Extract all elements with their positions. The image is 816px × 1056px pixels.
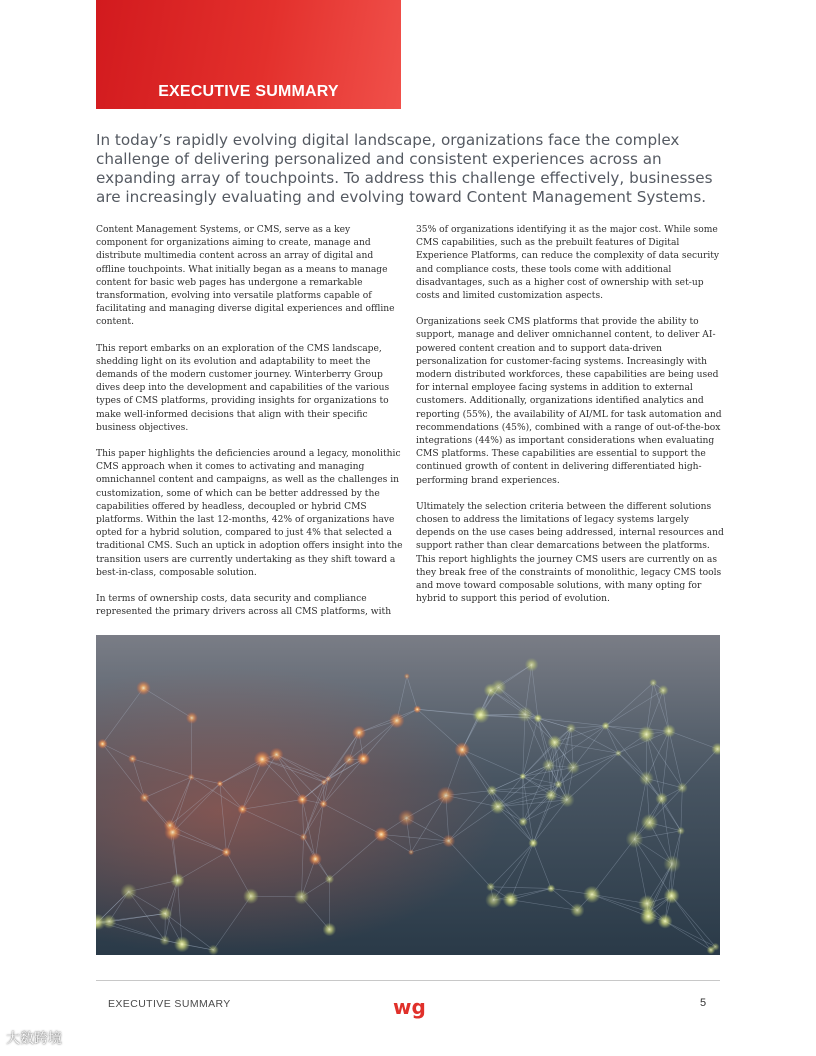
network-node — [554, 780, 562, 788]
body-paragraph: This report embarks on an exploration of the CMS landscape, shedding light on its evolution and adaptability to meet the demands of the modern customer journey. Winterberry Group dives deep into the development and capabilities of the various types of CMS platforms, providing insights for organizations to make well-informed decisions that align with their specific business objectives. — [96, 343, 390, 433]
network-node — [486, 882, 495, 891]
body-paragraph: In terms of ownership costs, data security and compliance represented the primary drivers across all CMS platforms, with — [96, 594, 392, 618]
network-node — [490, 799, 505, 814]
network-node — [442, 834, 455, 847]
body-column-right — [416, 224, 724, 619]
banner-title: EXECUTIVE SUMMARY — [158, 83, 339, 100]
network-node — [208, 945, 219, 955]
body-paragraph: Ultimately the selection criteria between the different solutions chosen to address the limitations of legacy systems largely depends on the use cases being addressed, internal resources and support rather than clear demarcations between the platforms. This report highlights the journey CMS users are currently on as they break free of the constraints of monolithic, legacy CMS tools and move toward composable solutions, with many opting for hybrid to support this period of evolution. — [416, 501, 724, 605]
network-node — [398, 809, 415, 826]
network-node — [547, 735, 561, 749]
network-node — [389, 713, 405, 729]
network-node — [663, 855, 681, 873]
wg-logo — [392, 995, 426, 1025]
network-node — [164, 819, 176, 831]
network-node — [128, 754, 137, 763]
network-node — [601, 722, 609, 730]
page-number: 5 — [700, 997, 707, 1009]
network-node — [294, 889, 309, 904]
body-column-left — [96, 224, 404, 632]
network-node — [243, 888, 259, 904]
network-node — [528, 838, 538, 848]
network-node — [525, 658, 539, 672]
body-paragraph: This paper highlights the deficiencies around a legacy, monolithic CMS approach when it comes to activating and managing omnichannel content and campaigns, as well as the challenges in customization, some of which can be better addressed by the capabilities offered by headless, decoupled or hybrid CMS platforms. Within the last 12-months, 42% of organizations have opted for a hybrid solution, compared to just 4% that selected a traditional CMS. Such an uptick in adoption offers insight into the transition users are currently undertaking as they shift toward a best-in-class, composable solution. — [96, 449, 403, 578]
network-node — [188, 774, 195, 781]
network-node — [639, 771, 654, 786]
network-node — [374, 827, 389, 842]
network-node — [254, 751, 271, 768]
network-node — [319, 800, 328, 809]
watermark-text: 大数跨境 — [6, 1031, 62, 1047]
network-hero-image — [96, 635, 720, 955]
network-node — [323, 923, 337, 937]
network-node — [486, 785, 497, 796]
network-node — [491, 679, 507, 695]
network-node — [485, 892, 501, 908]
network-node — [566, 723, 576, 733]
network-node — [542, 759, 555, 772]
network-node — [649, 679, 657, 687]
network-illustration — [96, 635, 720, 955]
network-node — [615, 750, 622, 757]
network-node — [102, 915, 116, 929]
network-node — [120, 883, 137, 900]
section-banner — [96, 0, 401, 109]
body-paragraph: Content Management Systems, or CMS, serve as a key component for organizations aiming to create, manage and distribute multimedia content across an array of digital and offline touchpoints. What initially began as a means to manage content for basic web pages has undergone a remarkable transformation, evolving into versatile platforms capable of facilitating and managing diverse digital experiences and offline content. — [96, 225, 395, 328]
network-node — [545, 789, 558, 802]
network-node — [518, 817, 528, 827]
network-node — [664, 888, 680, 904]
network-node — [626, 830, 644, 848]
network-node — [455, 742, 470, 757]
network-node — [237, 804, 247, 814]
lead-paragraph: In today’s rapidly evolving digital landscape, organizations face the complex challenge of delivering personalized and consistent experiences across an expanding array of touchpoints. To address this challenge effectively, businesses are increasingly evaluating and evolving toward Content Management Systems. — [96, 131, 713, 206]
network-node — [677, 782, 688, 793]
network-node — [437, 786, 455, 804]
footer-divider — [96, 980, 720, 981]
network-node — [413, 705, 421, 713]
network-node — [655, 792, 668, 805]
network-node — [217, 780, 224, 787]
network-node — [472, 706, 489, 723]
network-node — [325, 874, 334, 883]
network-node — [97, 739, 107, 749]
network-node — [534, 714, 543, 723]
network-node — [357, 752, 370, 765]
network-node — [662, 724, 675, 737]
network-node — [503, 892, 519, 908]
network-node — [567, 761, 581, 775]
network-node — [270, 748, 284, 762]
network-node — [641, 814, 658, 831]
network-node — [352, 725, 366, 739]
network-node — [309, 852, 322, 865]
network-node — [158, 907, 172, 921]
network-node — [560, 792, 575, 807]
network-node — [174, 936, 190, 952]
network-node — [658, 685, 669, 696]
network-node — [404, 673, 410, 679]
network-node — [638, 726, 655, 743]
network-node — [186, 712, 198, 724]
network-node — [707, 946, 716, 955]
network-node — [547, 884, 555, 892]
network-node — [638, 895, 655, 912]
network-node — [519, 773, 526, 780]
svg-text:wg: wg — [393, 995, 426, 1019]
network-node — [136, 681, 151, 696]
network-node — [300, 833, 308, 841]
network-node — [159, 935, 170, 946]
network-node — [139, 793, 149, 803]
network-node — [517, 707, 533, 723]
network-node — [570, 903, 584, 917]
body-paragraph: Organizations seek CMS platforms that provide the ability to support, manage and deliver omnichannel content, to deliver AI-powered content creation and to support data-driven personalization for customer-facing systems. Increasingly with modern distributed workforces, these capabilities are being used for internal employee facing systems in addition to external customers. Additionally, organizations identified analytics and reporting (55%), the availability of AI/ML for task automation and recommendations (45%), combined with a range of out-of-the-box integrations (44%) as important considerations when evaluating CMS platforms. These capabilities are essential to support the continued growth of content in delivering differentiated high-performing brand experiences. — [416, 317, 722, 486]
network-node — [221, 847, 231, 857]
network-node — [343, 754, 355, 766]
network-node — [321, 779, 328, 786]
network-node — [297, 794, 308, 805]
network-node — [408, 849, 414, 855]
network-node — [677, 827, 685, 835]
network-node — [658, 914, 673, 929]
network-node — [170, 873, 184, 887]
body-paragraph: 35% of organizations identifying it as the major cost. While some CMS capabilities, such as the prebuilt features of Digital Experience Platforms, can reduce the complexity of data security and compliance costs, these tools come with additional disadvantages, such as a higher cost of ownership with set-up costs and limited customization aspects. — [416, 225, 720, 302]
network-node — [583, 886, 601, 904]
footer-section-label: EXECUTIVE SUMMARY — [108, 998, 231, 1010]
